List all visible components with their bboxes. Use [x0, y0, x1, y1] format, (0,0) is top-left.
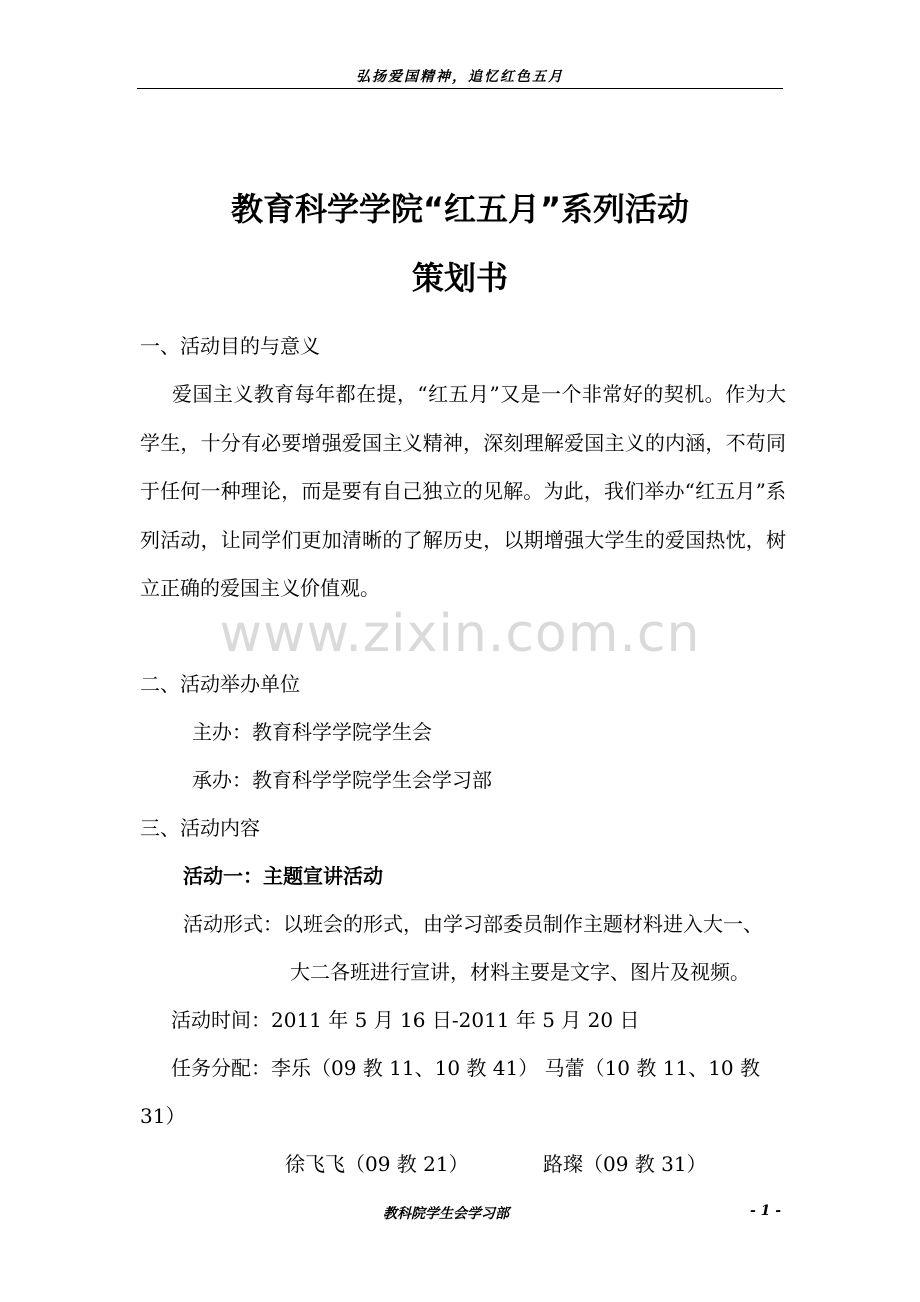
organizer-undertaker: 承办：教育科学学院学生会学习部: [192, 768, 492, 792]
document-subtitle: 策划书: [411, 259, 508, 297]
task-person-lu: 路璨（09 教 31）: [543, 1152, 707, 1176]
page-number: - 1 -: [750, 1203, 782, 1219]
organizer-host: 主办：教育科学学院学生会: [192, 720, 432, 744]
section-heading-purpose: 一、活动目的与意义: [140, 334, 320, 358]
activity-title: 活动一：主题宣讲活动: [183, 864, 383, 888]
task-assignment-line2: 31）: [140, 1104, 186, 1128]
activity-form-line2: 大二各班进行宣讲，材料主要是文字、图片及视频。: [290, 960, 750, 984]
document-title: 教育科学学院“红五月”系列活动: [230, 190, 690, 228]
watermark: www.zixin.com.cn: [219, 604, 701, 664]
activity-form-line1: 活动形式：以班会的形式，由学习部委员制作主题材料进入大一、: [183, 912, 763, 936]
footer-department: 教科院学生会学习部: [383, 1206, 509, 1222]
section-heading-content: 三、活动内容: [140, 816, 260, 840]
task-assignment-line1: 任务分配：李乐（09 教 11、10 教 41） 马蕾（10 教 11、10 教: [171, 1056, 761, 1080]
section-heading-organizers: 二、活动举办单位: [140, 672, 300, 696]
activity-time: 活动时间：2011 年 5 月 16 日-2011 年 5 月 20 日: [171, 1008, 640, 1032]
purpose-paragraph: 爱国主义教育每年都在提，“红五月”又是一个非常好的契机。作为大学生，十分有必要增强爱国主义精神，深刻理解爱国主义的内涵，不苟同于任何一种理论，而是要有自己独立的见解。为此，我们举办“红五月”系列活动，让同学们更加清晰的了解历史，以期增强大学生的爱国热忱，树立正确的爱国主义价值观。: [140, 382, 786, 600]
header-divider: [137, 88, 783, 89]
page-header: 弘扬爱国精神，追忆红色五月: [356, 69, 564, 85]
task-person-xu: 徐飞飞（09 教 21）: [285, 1152, 469, 1176]
